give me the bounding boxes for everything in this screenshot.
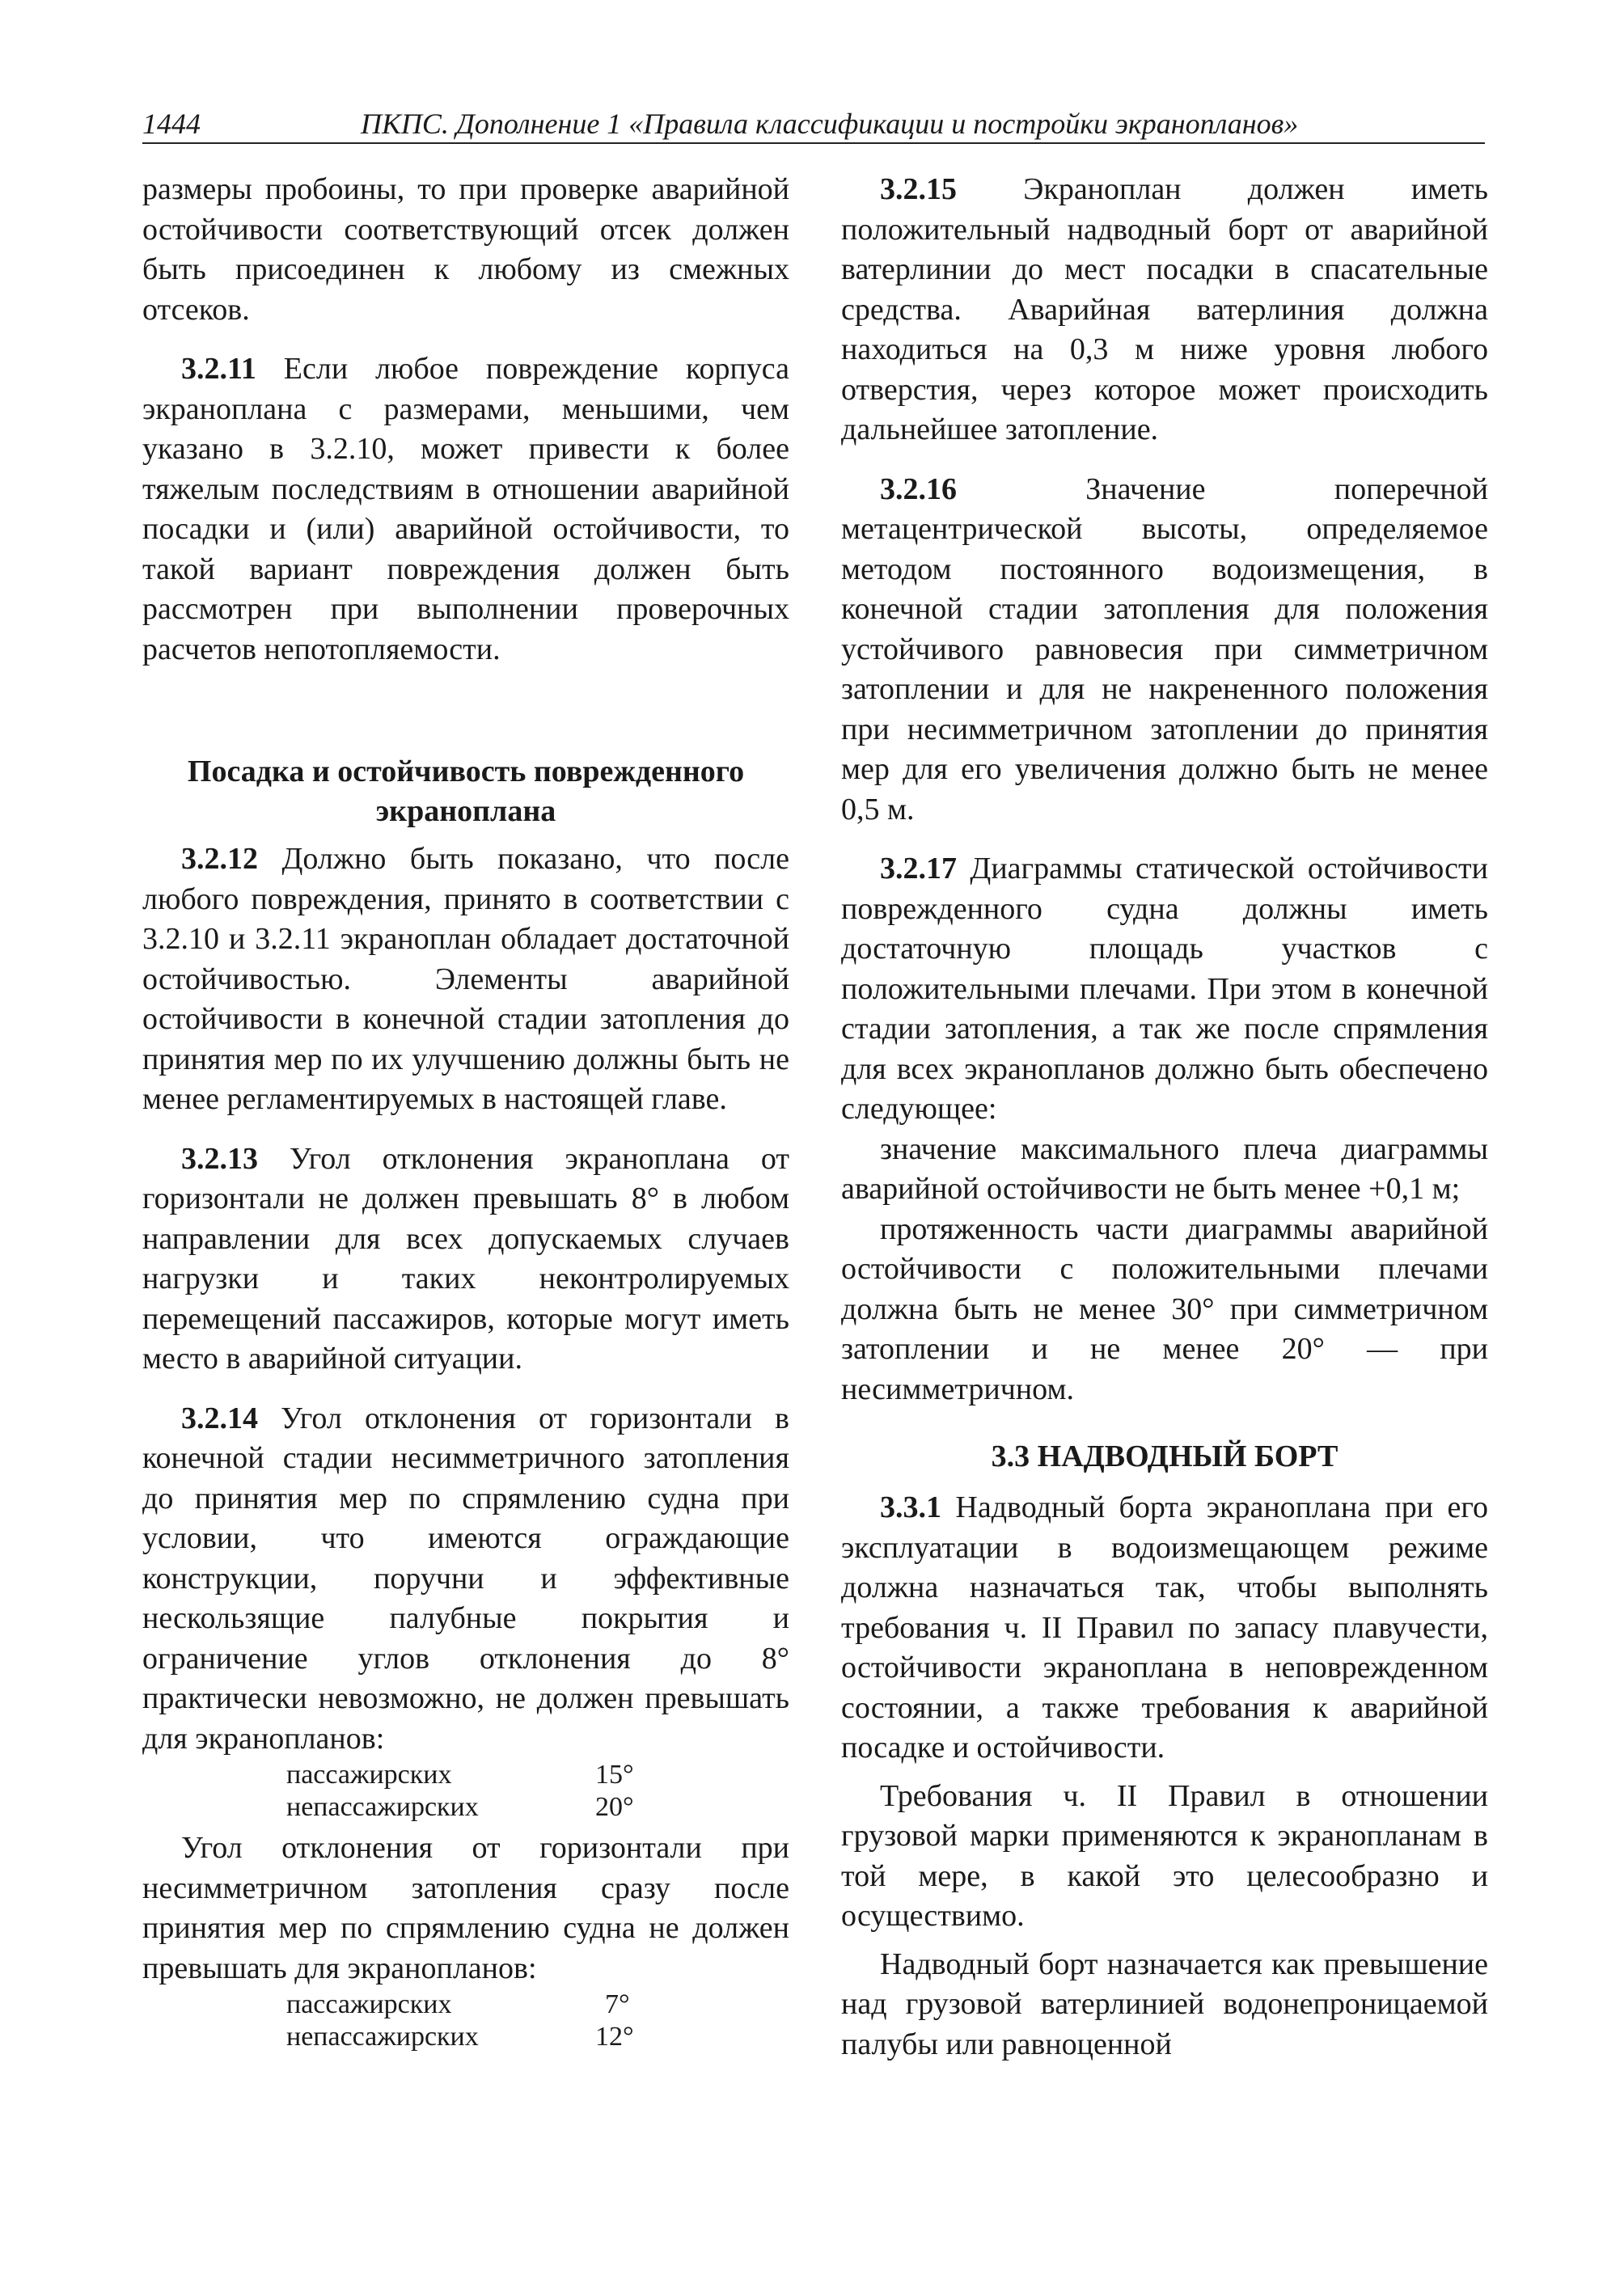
angle-table-1	[142, 1759, 789, 1824]
paragraph: Требования ч. II Правил в отношении грузовой марки применяются к экранопланам в той мере, в какой это целесообразно и осуществимо.	[841, 1778, 1488, 1933]
clause-number: 3.2.17	[880, 852, 957, 886]
table-row	[142, 1791, 789, 1824]
table-value: 7°	[605, 1989, 630, 2019]
paragraph-3-2-14	[142, 1399, 789, 1760]
clause-number: 3.2.13	[181, 1141, 258, 1176]
clause-number: 3.2.15	[880, 172, 957, 206]
paragraph-3-3-1	[841, 1488, 1488, 1769]
clause-text: Диаграммы статической остойчивости поврежденного судна должны иметь достаточную площадь участков с положительными плечами. При этом в конечной стадии затопления, а так же после спрямления для всех экранопланов должно быть обеспечено следующее:	[841, 852, 1488, 1126]
paragraph-3-2-13	[142, 1139, 789, 1380]
clause-number: 3.2.12	[181, 842, 258, 876]
paragraph-3-2-11	[142, 349, 789, 670]
paragraph: Угол отклонения от горизонтали при несимметричном затопления сразу после принятия мер по спрямлению судна не должен превышать для экранопланов:	[142, 1831, 789, 1985]
left-column	[142, 170, 789, 2053]
clause-number: 3.2.16	[880, 471, 957, 506]
paragraph-3-2-12	[142, 839, 789, 1120]
paragraph-3-2-16	[841, 470, 1488, 831]
table-value: 15°	[595, 1760, 634, 1790]
paragraph-3-2-17	[841, 849, 1488, 1130]
table-value: 20°	[595, 1792, 634, 1822]
paragraph: Надводный борт назначается как превышение над грузовой ватерлинией водонепроницаемой палубы или равноценной	[841, 1947, 1488, 2061]
clause-text: Угол отклонения экраноплана от горизонтали не должен превышать 8° в любом направлении для всех допускаемых случаев нагрузки и таких неконтролируемых перемещений пассажиров, которые могут иметь место в аварийной ситуации.	[142, 1141, 789, 1376]
page-header	[142, 104, 1485, 144]
table-label: непассажирских	[286, 1792, 479, 1822]
clause-text: Угол отклонения от горизонтали в конечной стадии несимметричного затопления до принятия мер по спрямлению судна при условии, что имеются ограждающие конструкции, поручни и эффективные нескользящие палубные покрытия и ограничение углов отклонения до 8° практически невозможно, не должен превышать для экранопланов:	[142, 1401, 789, 1756]
section-heading	[142, 752, 789, 831]
table-label: пассажирских	[286, 1989, 452, 2019]
paragraph-3-2-15	[841, 170, 1488, 450]
clause-text: Надводный борта экраноплана при его эксплуатации в водоизмещающем режиме должна назначаться так, чтобы выполнять требования ч. II Правил по запасу плавучести, остойчивости экраноплана в неповрежденном состоянии, а также требования к аварийной посадке и остойчивости.	[841, 1490, 1488, 1765]
running-title: ПКПС. Дополнение 1 «Правила классификации и постройки экранопланов»	[361, 108, 1299, 140]
spacer	[142, 670, 789, 752]
table-row	[142, 1759, 789, 1791]
clause-text: Значение поперечной метацентрической высоты, определяемое методом постоянного водоизмещения, в конечной стадии затопления для положения устойчивого равновесия при симметричном затоплении и для не накрененного положения при несимметричном затоплении до принятия мер для его увеличения должно быть не менее 0,5 м.	[841, 471, 1488, 826]
table-row	[142, 2021, 789, 2053]
heading-line: Посадка и остойчивость поврежденного	[187, 755, 745, 788]
clause-number: 3.3.1	[880, 1490, 941, 1524]
clause-text: Должно быть показано, что после любого повреждения, принято в соответствии с 3.2.10 и 3.2.11 экраноплан обладает достаточной остойчивостью. Элементы аварийной остойчивости в конечной стадии затопления до принятия мер по их улучшению должны быть не менее регламентируемых в настоящей главе.	[142, 842, 789, 1116]
section-heading-3-3: 3.3 НАДВОДНЫЙ БОРТ	[991, 1439, 1339, 1473]
clause-text: Экраноплан должен иметь положительный надводный борт от аварийной ватерлинии до мест посадки в спасательные средства. Аварийная ватерлиния должна находиться на 0,3 м ниже уровня любого отверстия, через которое может происходить дальнейшее затопление.	[841, 172, 1488, 446]
clause-text: Если любое повреждение корпуса экраноплана с размерами, меньшими, чем указано в 3.2.10, может привести к более тяжелым последствиям в отношении аварийной посадки и (или) аварийной остойчивости, то такой вариант повреждения должен быть рассмотрен при выполнении проверочных расчетов непотопляемости.	[142, 352, 789, 666]
clause-number: 3.2.11	[181, 352, 256, 386]
page-number: 1444	[142, 108, 201, 140]
heading-line: экраноплана	[375, 794, 556, 828]
list-item: протяженность части диаграммы аварийной остойчивости с положительными плечами должна быть не менее 30° при симметричном затоплении и не менее 20° — при несимметричном.	[841, 1211, 1488, 1406]
paragraph: размеры пробоины, то при проверке аварийной остойчивости соответствующий отсек должен быть присоединен к любому из смежных отсеков.	[142, 172, 789, 327]
table-row	[142, 1989, 789, 2021]
table-label: непассажирских	[286, 2022, 479, 2052]
table-label: пассажирских	[286, 1760, 452, 1790]
table-value: 12°	[595, 2022, 634, 2052]
clause-number: 3.2.14	[181, 1401, 258, 1435]
list-item: значение максимального плеча диаграммы аварийной остойчивости не быть менее +0,1 м;	[841, 1131, 1488, 1206]
right-column	[841, 170, 1488, 2065]
angle-table-2	[142, 1989, 789, 2053]
